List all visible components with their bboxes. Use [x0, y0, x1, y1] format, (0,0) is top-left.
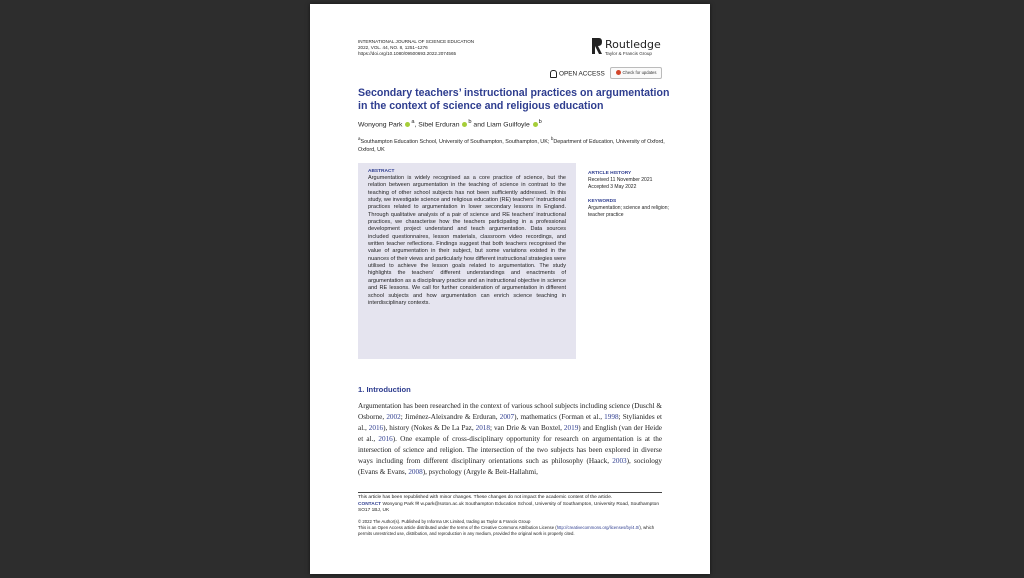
article-sidebar — [588, 170, 678, 219]
body-text-run: ), history (Nokes & De La Paz, — [383, 424, 476, 432]
citation-link[interactable]: 2007 — [499, 413, 515, 421]
journal-info — [358, 39, 474, 57]
contact-address: Southampton Education School, University of Southampton, University Road, Southampton SO17 1BJ, UK — [358, 501, 659, 513]
check-for-updates-button[interactable]: Check for updates — [610, 67, 662, 79]
email-icon: ✉ — [415, 501, 420, 507]
license-link[interactable]: http://creativecommons.org/licenses/by/4.0/ — [556, 524, 640, 530]
routledge-logo — [592, 38, 672, 60]
body-text-run: ; van Drie & van Boxtel, — [489, 424, 564, 432]
open-lock-icon — [550, 70, 557, 78]
orcid-icon[interactable] — [533, 122, 538, 127]
abstract-box — [358, 163, 576, 359]
contact-name: Wonyong Park — [382, 501, 414, 507]
accepted-date: Accepted 3 May 2022 — [588, 184, 637, 190]
orcid-icon[interactable] — [462, 122, 467, 127]
crossmark-icon — [616, 70, 621, 75]
citation-link[interactable]: 2008 — [408, 468, 423, 476]
body-text-run: ), psychology (Argyle & Beit-Hallahmi, — [422, 468, 538, 476]
body-text-run: ), mathematics (Forman et al., — [514, 413, 605, 421]
routledge-mark-icon — [592, 38, 602, 54]
author-name: Liam Guilfoyle — [486, 121, 530, 129]
keywords-heading: KEYWORDS — [588, 199, 617, 204]
journal-doi[interactable]: https://doi.org/10.1080/09500693.2022.2074565 — [358, 51, 457, 56]
introduction-paragraph — [358, 401, 662, 478]
contact-email[interactable]: w.park@soton.ac.uk — [420, 501, 464, 507]
abstract-text: Argumentation is widely recognised as a core practice of science, but the relation between argumentation in the teaching of science in contrast to the teaching of other school subjects has not been sufficiently addressed. In this study, we investigate science and religious education (RE) teachers’ instructional practices related to argumentation in lower secondary lessons in England. Through qualitative analysis of a pair of science and RE teachers’ instructional practices, we characterise how the teachers participating in a professional development project understand and teach argumentation. Data sources included questionnaires, lesson materials, classroom video recordings, and written teacher reflections. Findings suggest that both teachers recognised the value of argumentation in their subject, but some variations existed in the nuances of their views and particularly how different instructional strategies were utilised to achieve the lesson goals related to argumentation. The study highlights the teachers’ different understandings and enactments of argumentation as a disciplinary practice and an instructional objective in science and RE lessons. We call for further consideration of argumentation in different school subjects and how argumentation can enrich science teaching in interdisciplinary contexts. — [368, 175, 566, 306]
copyright-line: © 2022 The Author(s). Published by Informa UK Limited, trading as Taylor & Francis Group — [358, 519, 531, 524]
body-text-run: ), sociology (Evans & Evans, — [358, 457, 663, 476]
citation-link[interactable]: 1998 — [604, 413, 619, 421]
open-access-label: OPEN ACCESS — [550, 70, 605, 78]
journal-volume: 2022, VOL. 44, NO. 8, 1251–1276 — [358, 45, 428, 50]
author-name: Sibel Erduran — [418, 121, 460, 129]
citation-link[interactable]: 2018 — [475, 424, 490, 432]
footnote-divider — [358, 492, 662, 493]
body-text-run: ; Jiménez-Aleixandre & Erduran, — [400, 413, 500, 421]
pdf-page — [310, 4, 710, 574]
publisher-name: Routledge — [605, 38, 661, 51]
citation-link[interactable]: 2019 — [563, 424, 579, 432]
orcid-icon[interactable] — [405, 122, 410, 127]
footnote-license: © 2022 The Author(s). Published by Informa UK Limited, trading as Taylor & Francis Group This is an Open Access article distributed under the terms of the Creative Commons Attribution License (http://creativecommons.org/licenses/by/4.0/), which permits unrestricted use, distribution, and reproduction in any medium, provided the original work is properly cited. — [358, 519, 668, 536]
publisher-sub: Taylor & Francis Group — [605, 51, 652, 56]
citation-link[interactable]: 2002 — [386, 413, 401, 421]
journal-name: INTERNATIONAL JOURNAL OF SCIENCE EDUCATION — [358, 39, 475, 44]
citation-link[interactable]: 2016 — [378, 435, 393, 443]
republish-note: This article has been republished with minor changes. These changes do not impact the academic content of the article. — [358, 495, 613, 500]
received-date: Received 11 November 2021 — [588, 177, 653, 183]
body-text-run: Argumentation has been researched in the context of various school subjects including science (Duschl & Osborne, — [358, 402, 662, 421]
body-text-run: ; Stylianides et al., — [358, 413, 662, 432]
article-history-heading: ARTICLE HISTORY — [588, 171, 632, 176]
contact-label: CONTACT — [358, 501, 382, 507]
author-name: Wonyong Park — [358, 121, 403, 129]
affiliations: $^a$Southampton Education School, University of Southampton, Southampton, UK; $^b$Department of Education, University of Oxford, Oxford, UK — [358, 136, 665, 153]
body-text-run: ). One example of cross-disciplinary opportunity for research on argumentation is at the intersection of science and religion. The intersection of the two subjects has been explored in diverse ways including from different disciplinary orientations such as philosophy (Haack, — [358, 435, 663, 465]
article-title: Secondary teachers’ instructional practices on argumentation in the context of science and religious education — [358, 87, 670, 112]
footnote-contact — [358, 495, 668, 515]
citation-link[interactable]: 2003 — [612, 457, 627, 465]
author-list: Wonyong Park $^a$, Sibel Erduran $^b$ and Liam Guilfoyle $^b$ — [358, 119, 542, 129]
body-text-run: ) and English (van der Heide et al., — [358, 424, 662, 443]
section-heading: 1. Introduction — [358, 385, 411, 394]
keywords-text: Argumentation; science and religion; teacher practice — [588, 205, 669, 218]
abstract-heading: ABSTRACT — [368, 169, 395, 174]
citation-link[interactable]: 2016 — [368, 424, 384, 432]
